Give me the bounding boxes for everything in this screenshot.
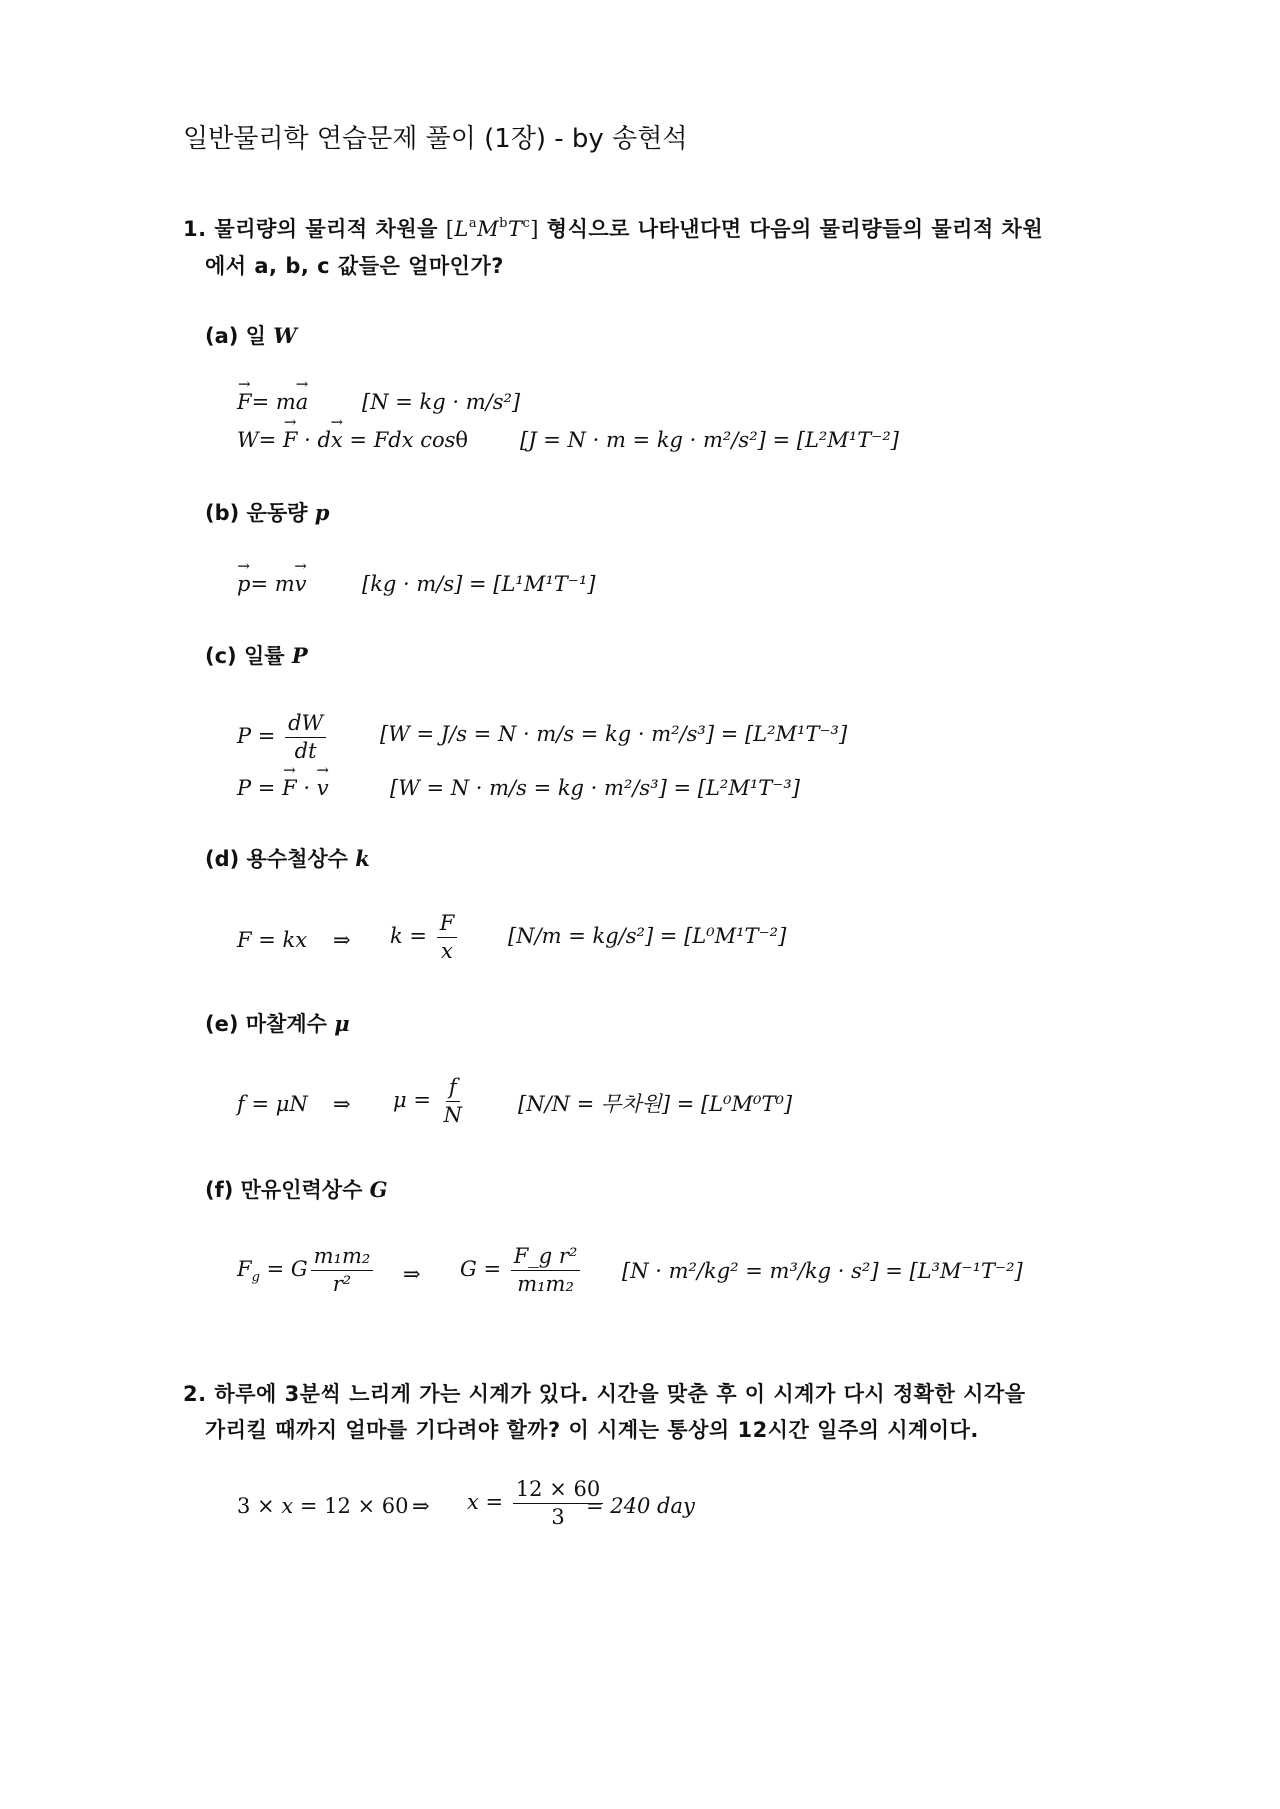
eq-f-1: $F_g = G$ $\frac{\text{m₁m₂}}{\text{r²}}$ — [237, 1245, 376, 1296]
question-2-line-1 — [183, 1378, 1025, 1408]
section-e-heading: (e) 마찰계수 μ — [205, 1011, 350, 1036]
question-1-text-b: 형식으로 나타낸다면 다음의 물리량들의 물리적 차원 — [538, 217, 1044, 241]
eq-a-1: → F= m→ a — [237, 390, 308, 414]
question-1-line-2: 에서 a, b, c 값들은 얼마인가? — [205, 254, 504, 278]
eq-f-unit: [N · m²/kg² = m³/kg · s²] = [L³M⁻¹T⁻²] — [622, 1259, 1023, 1283]
arrow-f: ⇒ — [403, 1262, 421, 1286]
eq-a-1-unit: [N = kg · m/s²] — [362, 390, 521, 414]
eq-2-lhs: 3 × x = 12 × 60 — [237, 1494, 409, 1518]
question-2-text-1: 하루에 3분씩 느리게 가는 시계가 있다. 시간을 맞춘 후 이 시계가 다시 정확한 시각을 — [214, 1382, 1026, 1406]
section-a-heading: (a) 일 W — [205, 323, 297, 348]
question-1-number: 1. — [183, 217, 207, 241]
eq-b-1-unit: [kg · m/s] = [L¹M¹T⁻¹] — [362, 572, 596, 596]
section-b-heading: (b) 운동량 p — [205, 500, 330, 525]
page-title: 일반물리학 연습문제 풀이 (1장) - by 송현석 — [183, 124, 688, 154]
eq-e-frac: μ = $\frac{f}{N}$ — [393, 1075, 462, 1128]
eq-f-2: G = $\frac{\text{F\_g r²}}{\text{m₁m₂}}$ — [460, 1245, 583, 1296]
eq-d-frac: k = $\frac{F}{x}$ — [390, 912, 460, 963]
eq-e-unit: [N/N = 무차원] = [L⁰M⁰T⁰] — [518, 1092, 793, 1116]
eq-a-2: W= → F · d→ x = Fdx cosθ — [237, 428, 468, 452]
eq-a-2-unit: [J = N · m = kg · m²/s²] = [L²M¹T⁻²] — [520, 428, 899, 452]
arrow-2: ⇒ — [412, 1494, 430, 1518]
eq-c-1-unit: [W = J/s = N · m/s = kg · m²/s³] = [L²M¹T⁻³] — [380, 722, 848, 746]
eq-2-result: = 240 day — [586, 1494, 695, 1518]
eq-2-frac: x = $\frac{12 \times 60}{3}$ — [467, 1478, 606, 1529]
eq-e-lhs: f = μN — [237, 1092, 308, 1116]
eq-c-2: P = → F · → v — [237, 776, 329, 800]
section-d-heading: (d) 용수철상수 k — [205, 846, 370, 871]
arrow-d: ⇒ — [333, 928, 351, 952]
eq-d-lhs: F = kx — [237, 928, 308, 952]
section-c-heading: (c) 일률 P — [205, 643, 308, 668]
eq-b-1: → p= m→ v — [237, 572, 307, 596]
eq-d-unit: [N/m = kg/s²] = [L⁰M¹T⁻²] — [508, 924, 787, 948]
arrow-e: ⇒ — [333, 1092, 351, 1116]
eq-c-2-unit: [W = N · m/s = kg · m²/s³] = [L²M¹T⁻³] — [390, 776, 800, 800]
question-2-number: 2. — [183, 1382, 207, 1406]
question-2-line-2: 가리킬 때까지 얼마를 기다려야 할까? 이 시계는 통상의 12시간 일주의 시계이다. — [205, 1418, 979, 1442]
dimension-form: $[L^aM^bT^c]$ — [445, 216, 539, 241]
question-1-line-1 — [183, 213, 1043, 243]
section-f-heading: (f) 만유인력상수 G — [205, 1177, 388, 1202]
eq-c-1: P = $\frac{dW}{dt}$ — [237, 712, 329, 763]
question-1-text-a: 물리량의 물리적 차원을 — [214, 217, 446, 241]
